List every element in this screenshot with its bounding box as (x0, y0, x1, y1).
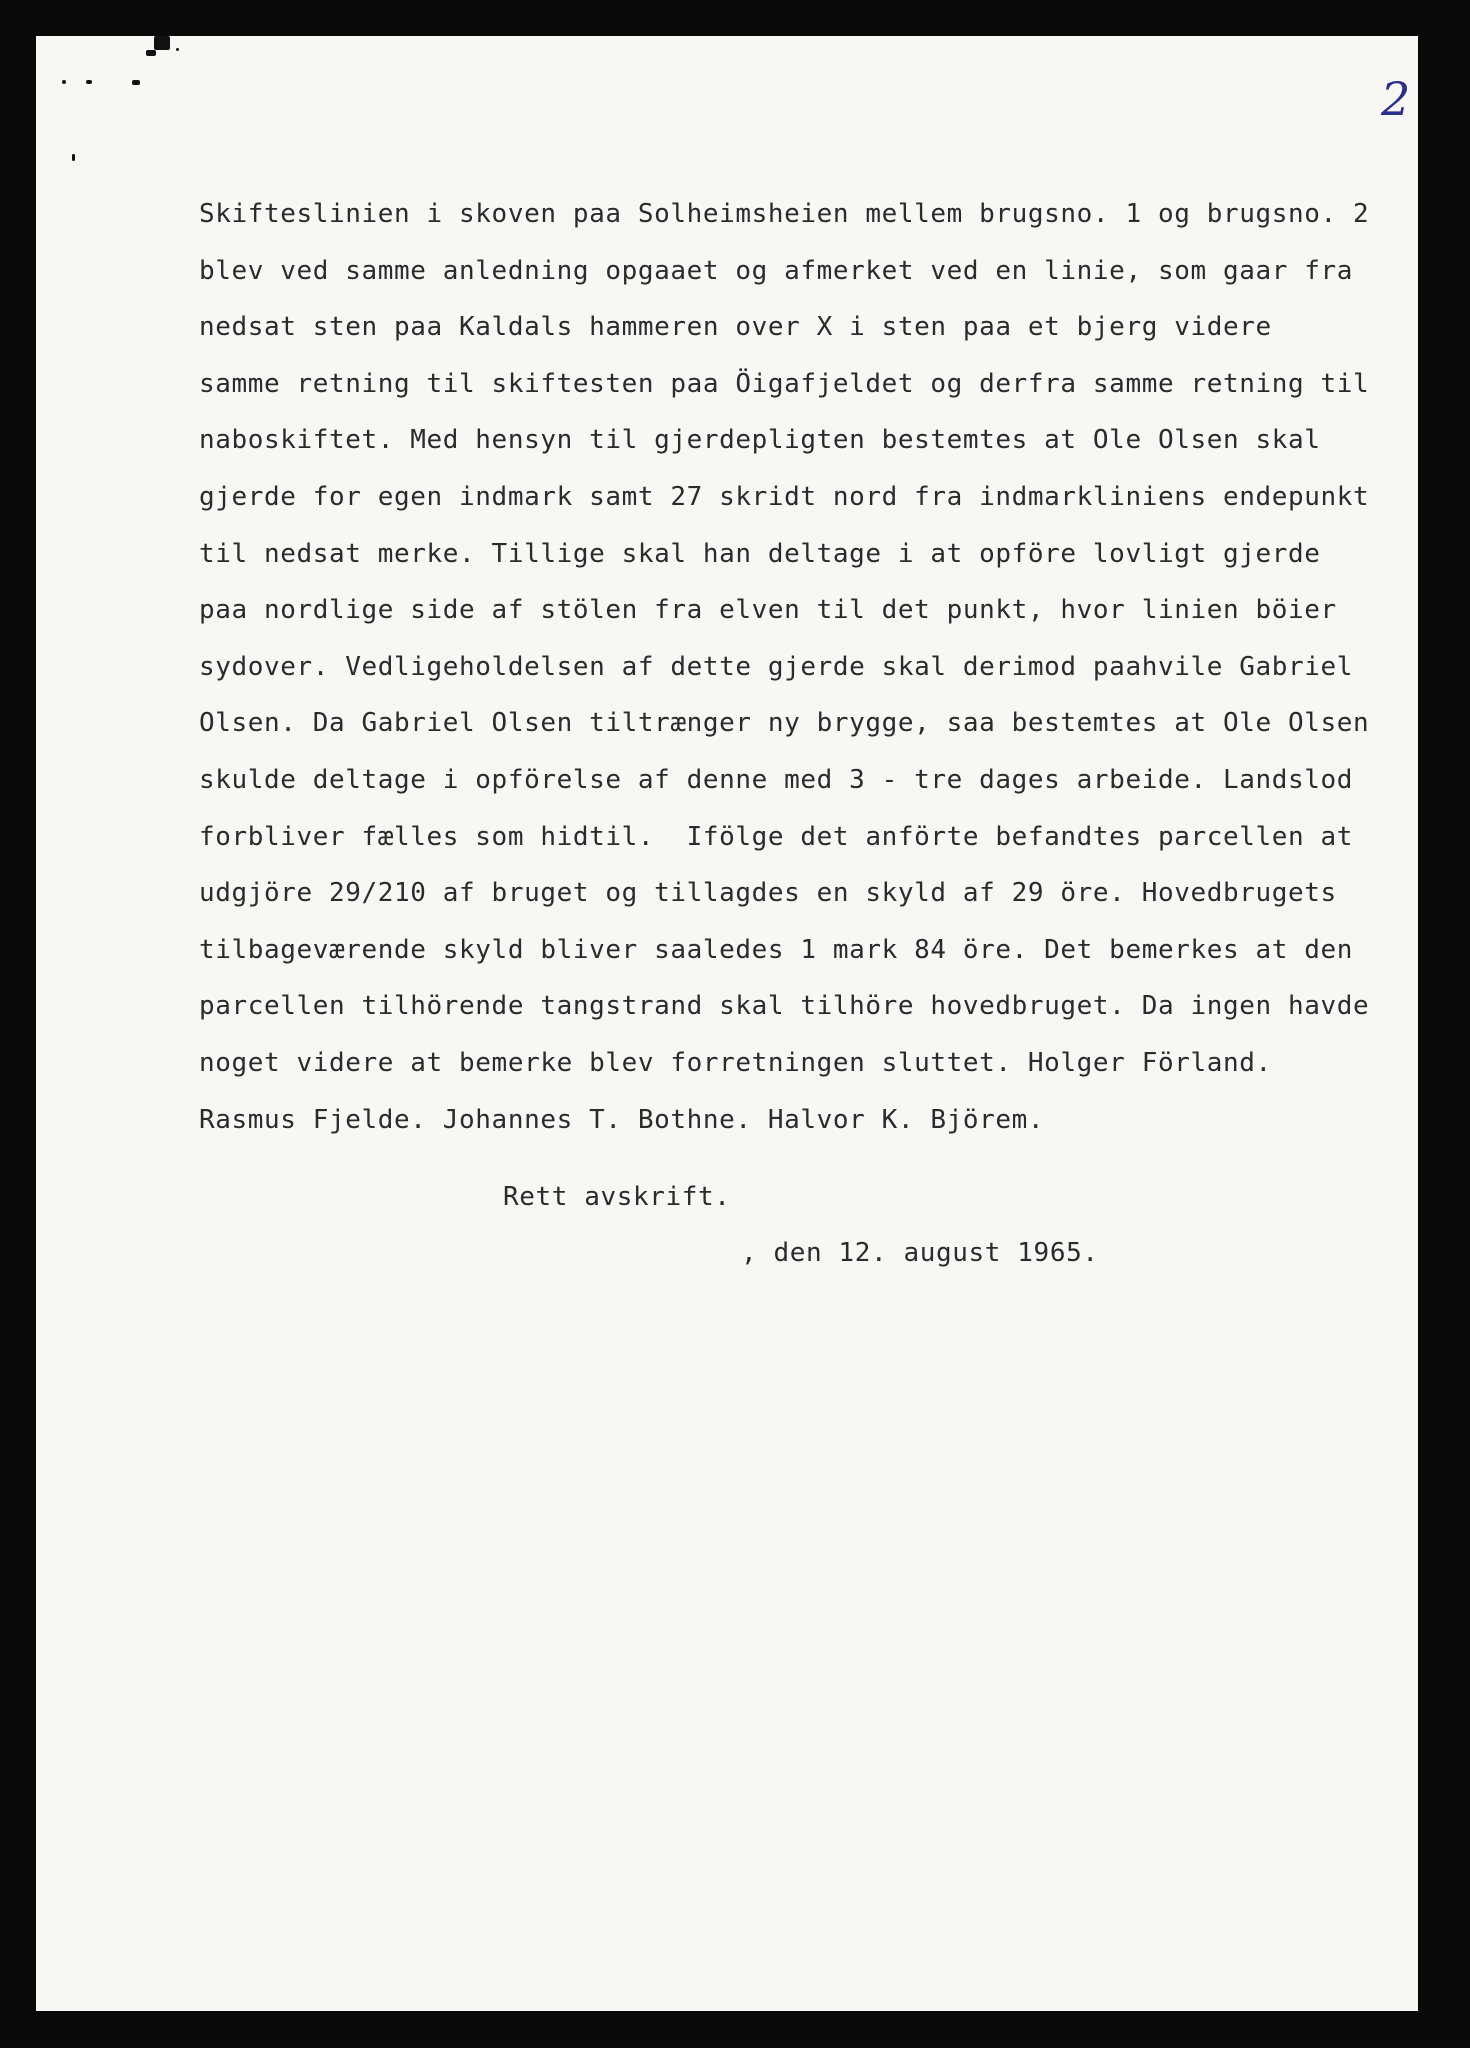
text-line: udgjöre 29/210 af bruget og tillagdes en skyld af 29 öre. Hovedbrugets (199, 878, 1337, 909)
text-line: Olsen. Da Gabriel Olsen tiltrænger ny brygge, saa bestemtes at Ole Olsen (199, 708, 1370, 739)
closing-certification: Rett avskrift. (503, 1182, 731, 1212)
ink-smudge-mark (176, 48, 179, 51)
date-line: , den 12. august 1965. (741, 1238, 1099, 1268)
text-line: sydover. Vedligeholdelsen af dette gjerde skal derimod paahvile Gabriel (199, 651, 1353, 682)
text-line: skulde deltage i opförelse af denne med 3 - tre dages arbeide. Landslod (199, 764, 1353, 795)
text-line: tilbageværende skyld bliver saaledes 1 mark 84 öre. Det bemerkes at den (199, 934, 1353, 965)
text-line: nedsat sten paa Kaldals hammeren over X i sten paa et bjerg videre (199, 312, 1272, 343)
text-line: naboskiftet. Med hensyn til gjerdepligten bestemtes at Ole Olsen skal (199, 425, 1321, 456)
ink-smudge-mark (86, 80, 92, 84)
ink-smudge-mark (154, 36, 170, 50)
ink-smudge-mark (146, 50, 156, 56)
text-line: Skifteslinien i skoven paa Solheimsheien mellem brugsno. 1 og brugsno. 2 (199, 199, 1370, 229)
text-line: noget videre at bemerke blev forretningen sluttet. Holger Förland. (199, 1047, 1272, 1078)
text-line: paa nordlige side af stölen fra elven til det punkt, hvor linien böier (199, 595, 1337, 626)
body-text (199, 186, 1418, 1148)
text-line: blev ved samme anledning opgaaet og afmerket ved en linie, som gaar fra (199, 255, 1353, 286)
document-page (36, 36, 1418, 2011)
text-line: parcellen tilhörende tangstrand skal tilhöre hovedbruget. Da ingen havde (199, 991, 1370, 1022)
ink-smudge-mark (132, 80, 140, 85)
text-line: Rasmus Fjelde. Johannes T. Bothne. Halvor K. Björem. (199, 1104, 1045, 1135)
ink-smudge-mark (62, 80, 66, 84)
text-line: til nedsat merke. Tillige skal han deltage i at opföre lovligt gjerde (199, 538, 1321, 569)
text-line: gjerde for egen indmark samt 27 skridt nord fra indmarkliniens endepunkt (199, 481, 1370, 512)
ink-smudge-mark (72, 154, 75, 161)
text-line: samme retning til skiftesten paa Öigafjeldet og derfra samme retning til (199, 368, 1370, 399)
text-line: forbliver fælles som hidtil. Ifölge det anförte befandtes parcellen at (199, 821, 1353, 852)
page-number: 2 (1381, 72, 1411, 126)
